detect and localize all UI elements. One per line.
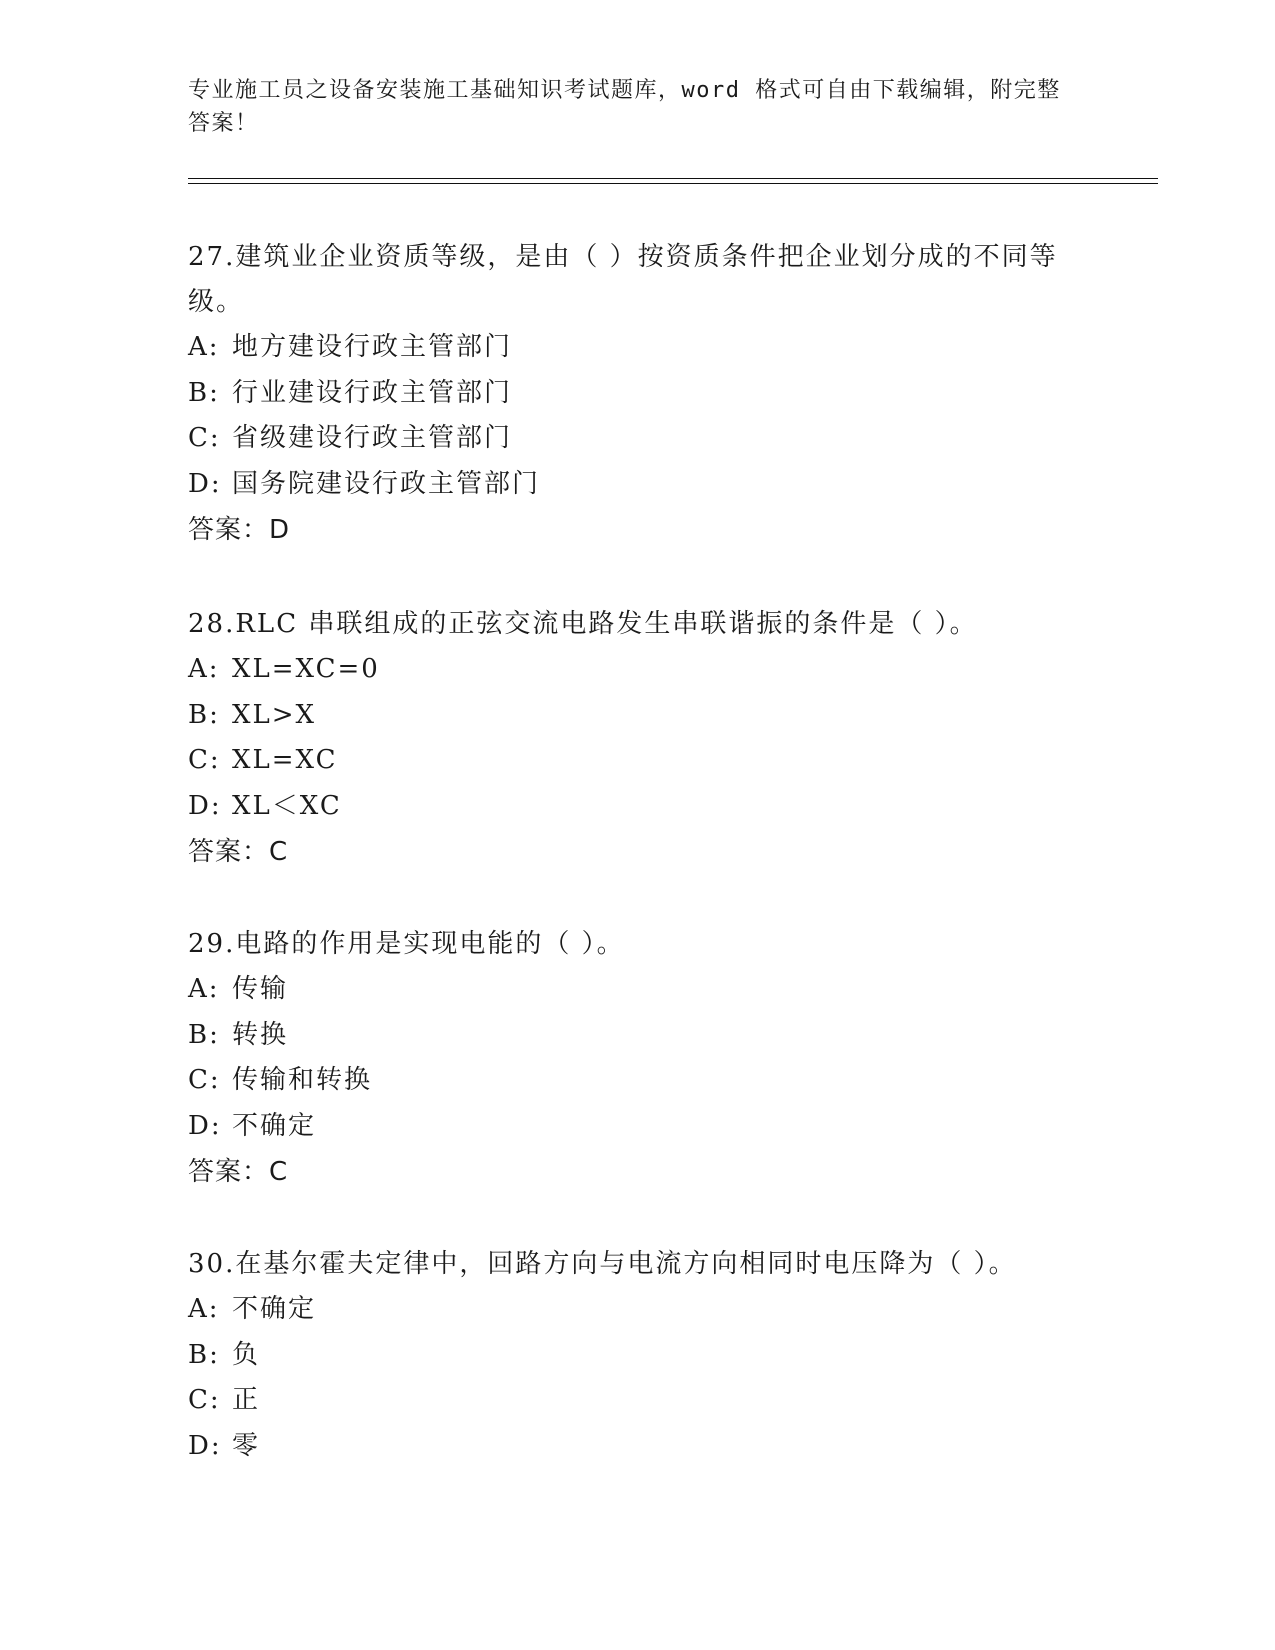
option-letter: B: xyxy=(188,377,220,408)
option-a xyxy=(188,967,1088,1013)
option-text: 转换 xyxy=(232,1019,289,1050)
option-a xyxy=(188,325,1088,371)
option-letter: A: xyxy=(188,974,220,1004)
option-text: XL=XC=0 xyxy=(232,654,380,684)
option-text: 传输 xyxy=(232,974,289,1004)
option-letter: B: xyxy=(188,1019,220,1050)
option-letter: A: xyxy=(188,1294,220,1324)
question-stem: 29.电路的作用是实现电能的（ ）。 xyxy=(188,929,625,959)
option-text: 国务院建设行政主管部门 xyxy=(232,468,541,499)
option-b xyxy=(188,693,1088,739)
option-d xyxy=(188,1424,1088,1470)
option-c xyxy=(188,738,1088,784)
question-stem: 27.建筑业企业资质等级，是由（ ）按资质条件把企业划分成的不同等级。 xyxy=(188,242,1058,317)
header-divider-top xyxy=(188,178,1158,179)
answer: 答案：D xyxy=(188,515,291,545)
option-a xyxy=(188,647,1088,693)
question-stem: 28.RLC 串联组成的正弦交流电路发生串联谐振的条件是（ ）。 xyxy=(188,609,978,639)
option-text: 传输和转换 xyxy=(232,1065,373,1095)
option-d xyxy=(188,784,1088,830)
option-c xyxy=(188,1058,1088,1104)
option-text: 行业建设行政主管部门 xyxy=(232,377,513,408)
option-b xyxy=(188,1013,1088,1059)
option-letter: C: xyxy=(188,1065,221,1095)
document-header: 专业施工员之设备安装施工基础知识考试题库，word 格式可自由下载编辑，附完整答案！ xyxy=(188,78,1061,136)
option-c xyxy=(188,416,1088,462)
answer: 答案：C xyxy=(188,1157,289,1187)
option-text: 地方建设行政主管部门 xyxy=(232,332,513,362)
option-text: XL>X xyxy=(232,699,317,730)
option-text: 不确定 xyxy=(232,1294,317,1324)
option-b xyxy=(188,371,1088,417)
option-d xyxy=(188,462,1088,508)
option-text: XL＜XC xyxy=(232,790,342,821)
option-letter: D: xyxy=(188,790,222,821)
question-29 xyxy=(188,922,1088,1195)
option-text: 正 xyxy=(232,1385,261,1415)
question-30 xyxy=(188,1242,1088,1469)
option-letter: D: xyxy=(188,1430,222,1461)
option-text: 负 xyxy=(232,1339,261,1370)
option-c xyxy=(188,1378,1088,1424)
option-letter: A: xyxy=(188,654,220,684)
option-letter: C: xyxy=(188,1385,221,1415)
option-letter: A: xyxy=(188,332,220,362)
option-letter: C: xyxy=(188,423,221,453)
option-a xyxy=(188,1287,1088,1333)
option-text: 不确定 xyxy=(232,1110,317,1141)
option-letter: B: xyxy=(188,699,220,730)
option-text: 零 xyxy=(232,1430,261,1461)
option-letter: D: xyxy=(188,1110,222,1141)
question-stem: 30.在基尔霍夫定律中，回路方向与电流方向相同时电压降为（ ）。 xyxy=(188,1249,1017,1279)
option-letter: C: xyxy=(188,745,221,775)
question-27 xyxy=(188,235,1088,553)
header-divider-bottom xyxy=(188,183,1158,184)
option-b xyxy=(188,1333,1088,1379)
question-28 xyxy=(188,602,1088,875)
option-letter: D: xyxy=(188,468,222,499)
answer: 答案：C xyxy=(188,837,289,867)
option-text: 省级建设行政主管部门 xyxy=(232,423,513,453)
option-letter: B: xyxy=(188,1339,220,1370)
option-text: XL=XC xyxy=(232,745,338,775)
option-d xyxy=(188,1104,1088,1150)
